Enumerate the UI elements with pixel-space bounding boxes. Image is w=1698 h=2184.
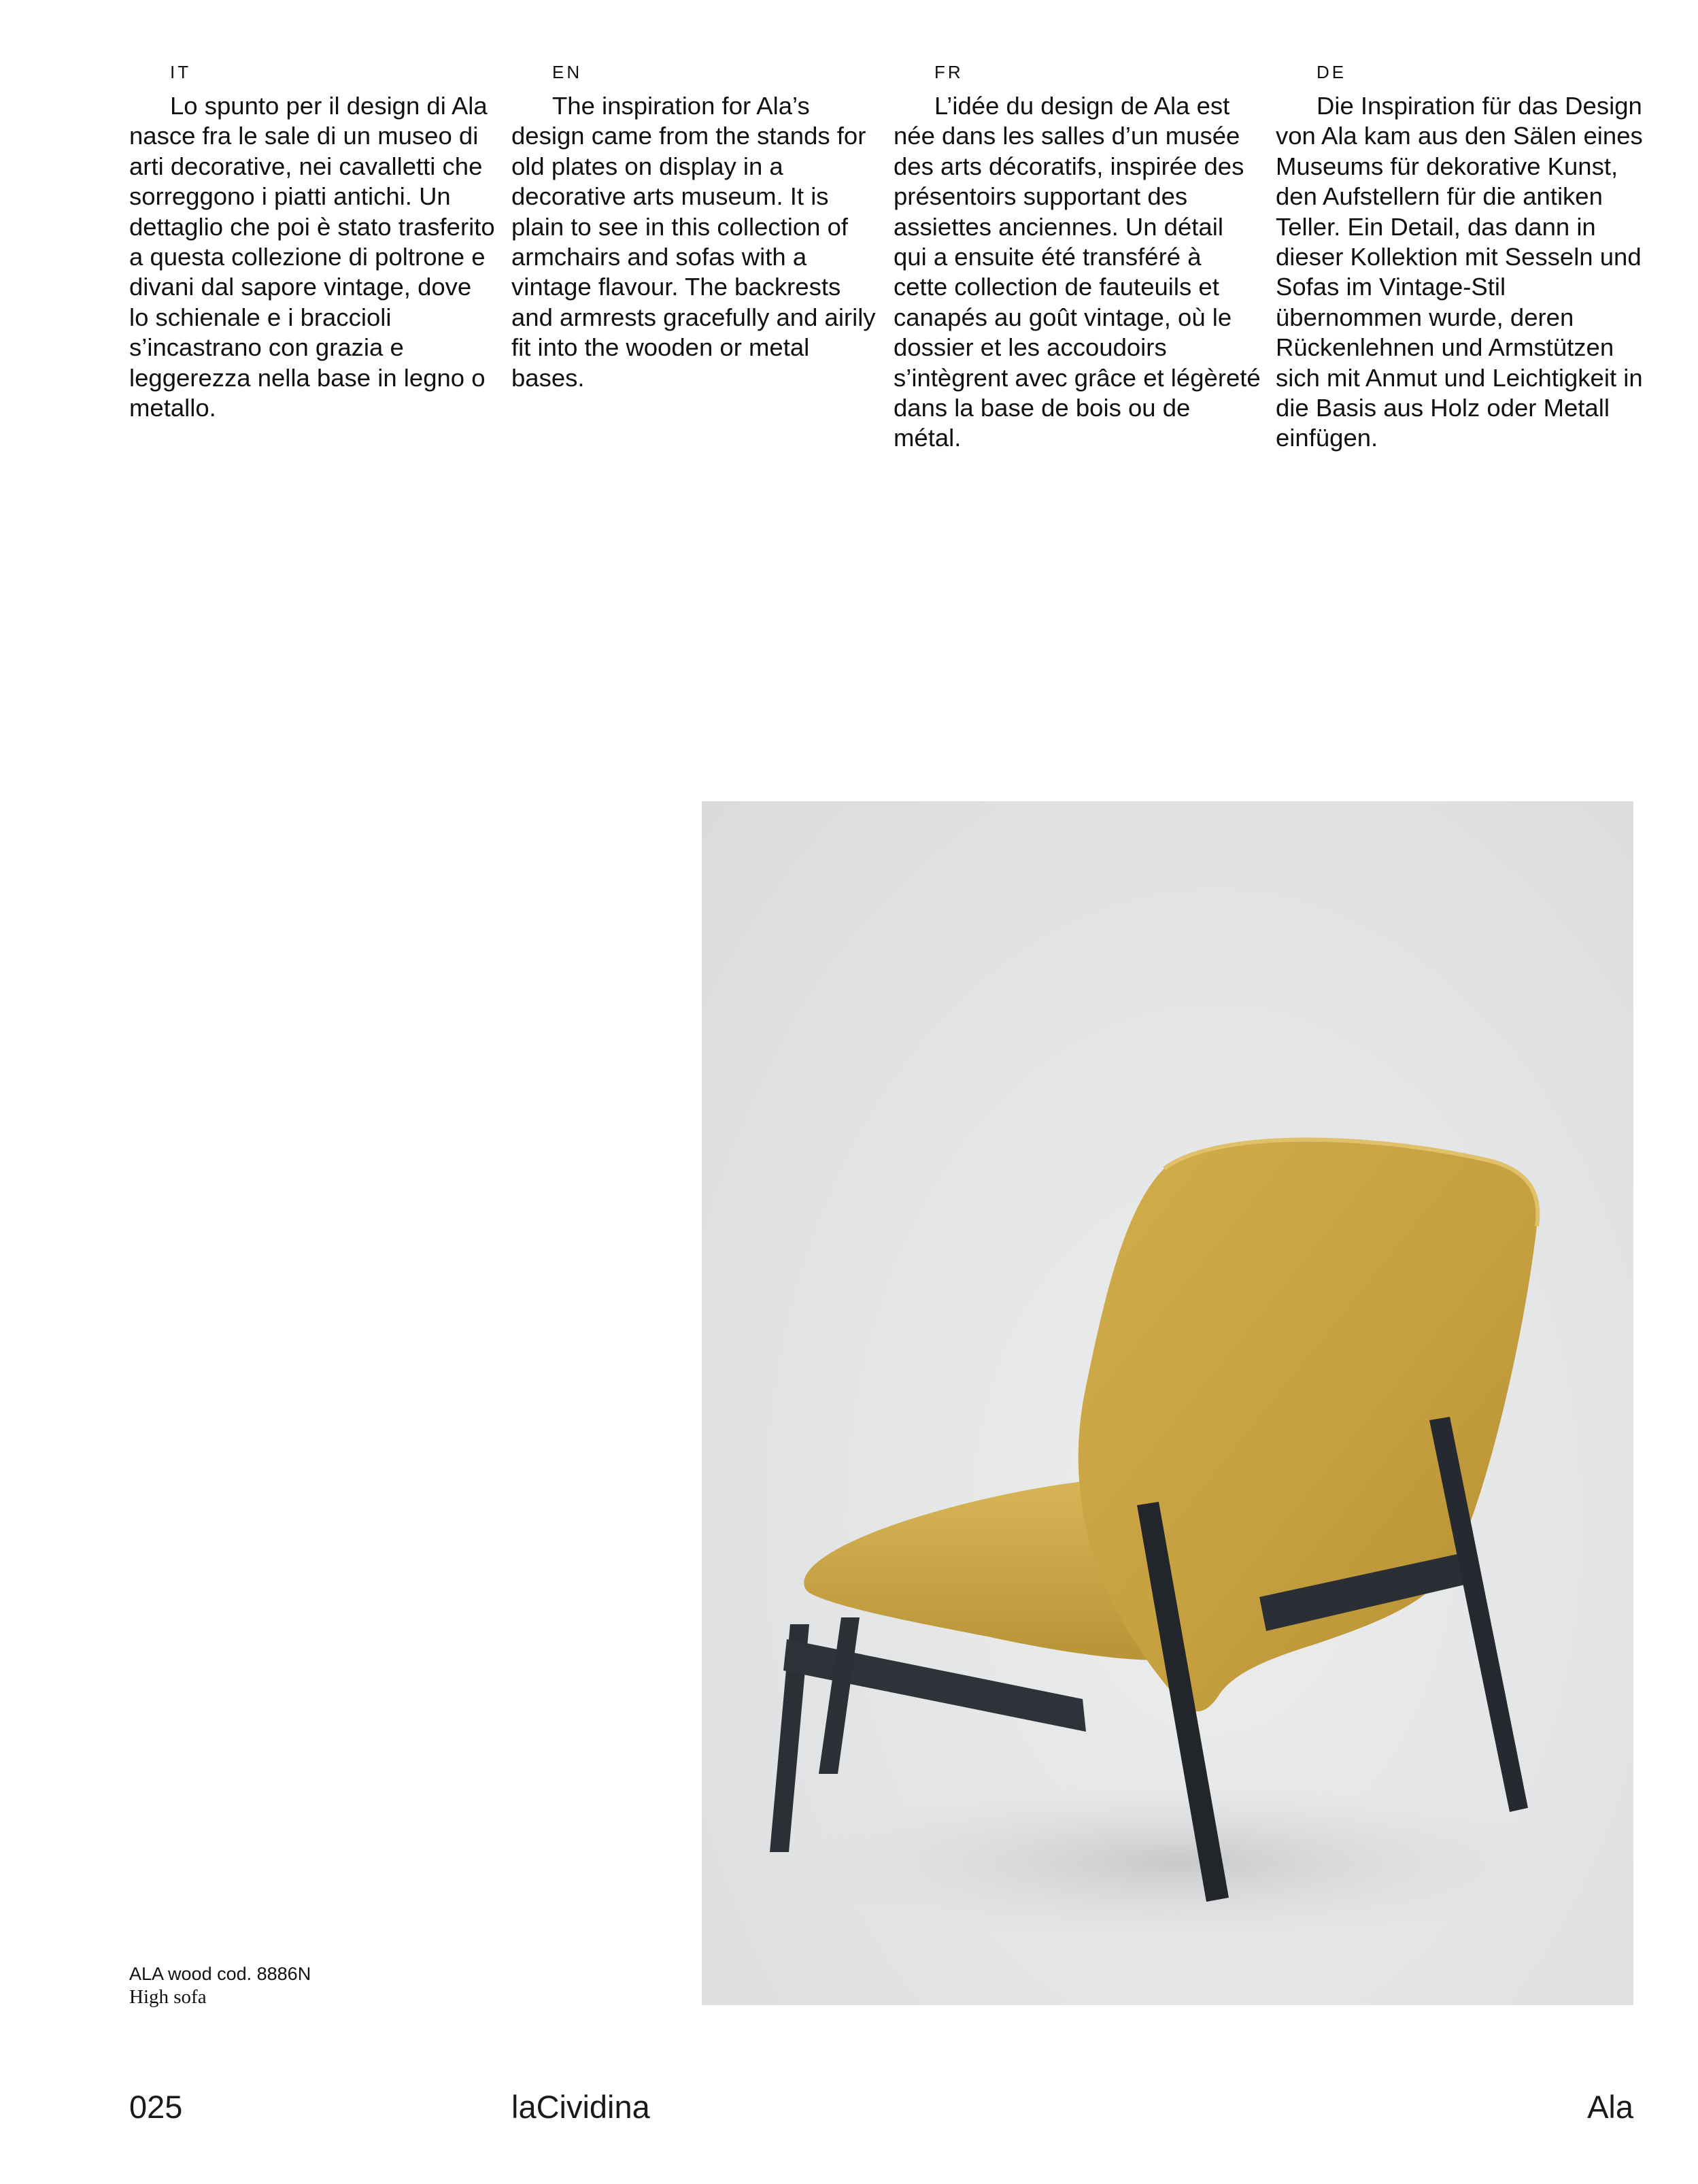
product-name: High sofa bbox=[129, 1986, 207, 2008]
description-fr: L’idée du design de Ala est née dans les salles d’un musée des arts décoratifs, inspirée des présentoirs supportant des assiettes anciennes. Un détail qui a ensuite été transféré à cette collection de fauteuils et canapés au goût vintage, où le dossier et les accoudoirs s’intègrent avec grâce et légèreté dans la base de bois ou de métal. bbox=[894, 92, 1261, 452]
backrest-shell bbox=[1079, 1140, 1538, 1712]
column-en bbox=[511, 60, 879, 393]
language-label-fr: FR bbox=[934, 62, 964, 82]
photo-caption bbox=[129, 1962, 311, 2009]
description-it: Lo spunto per il design di Ala nasce fra le sale di un museo di arti decorative, nei cavalletti che sorreggono i piatti antichi. Un dettaglio che poi è stato trasferito a questa collezione di poltrone e divani dal sapore vintage, dove lo schienale e i braccioli s’incastrano con grazia e leggerezza nella base in legno o metallo. bbox=[129, 92, 495, 422]
product-code: ALA wood cod. 8886N bbox=[129, 1964, 311, 1984]
language-label-en: EN bbox=[552, 62, 583, 82]
description-en: The inspiration for Ala’s design came from the stands for old plates on display in a decorative arts museum. It is plain to see in this collection of armchairs and sofas with a vintage flavour. The backrests and armrests gracefully and airily fit into the wooden or metal bases. bbox=[511, 92, 876, 392]
floor-shadow bbox=[797, 1781, 1559, 1944]
page-number: 025 bbox=[129, 2089, 183, 2125]
language-label-de: DE bbox=[1317, 62, 1347, 82]
chair-illustration bbox=[702, 801, 1633, 2005]
description-de: Die Inspiration für das Design von Ala kam aus den Sälen eines Museums für dekorative Kunst, den Aufstellern für die antiken Teller. Ein Detail, das dann in dieser Kollektion mit Sesseln und Sofas im Vintage-Stil übernommen wurde, deren Rückenlehnen und Armstützen sich mit Anmut und Leichtigkeit in die Basis aus Holz oder Metall einfügen. bbox=[1276, 92, 1643, 452]
product-photo bbox=[702, 801, 1633, 2005]
column-fr bbox=[894, 60, 1261, 454]
language-label-it: IT bbox=[170, 62, 192, 82]
column-de bbox=[1276, 60, 1643, 454]
brand-name: laCividina bbox=[511, 2089, 650, 2125]
column-it bbox=[129, 60, 496, 423]
collection-name: Ala bbox=[1587, 2089, 1633, 2125]
front-left-leg bbox=[819, 1617, 860, 1774]
